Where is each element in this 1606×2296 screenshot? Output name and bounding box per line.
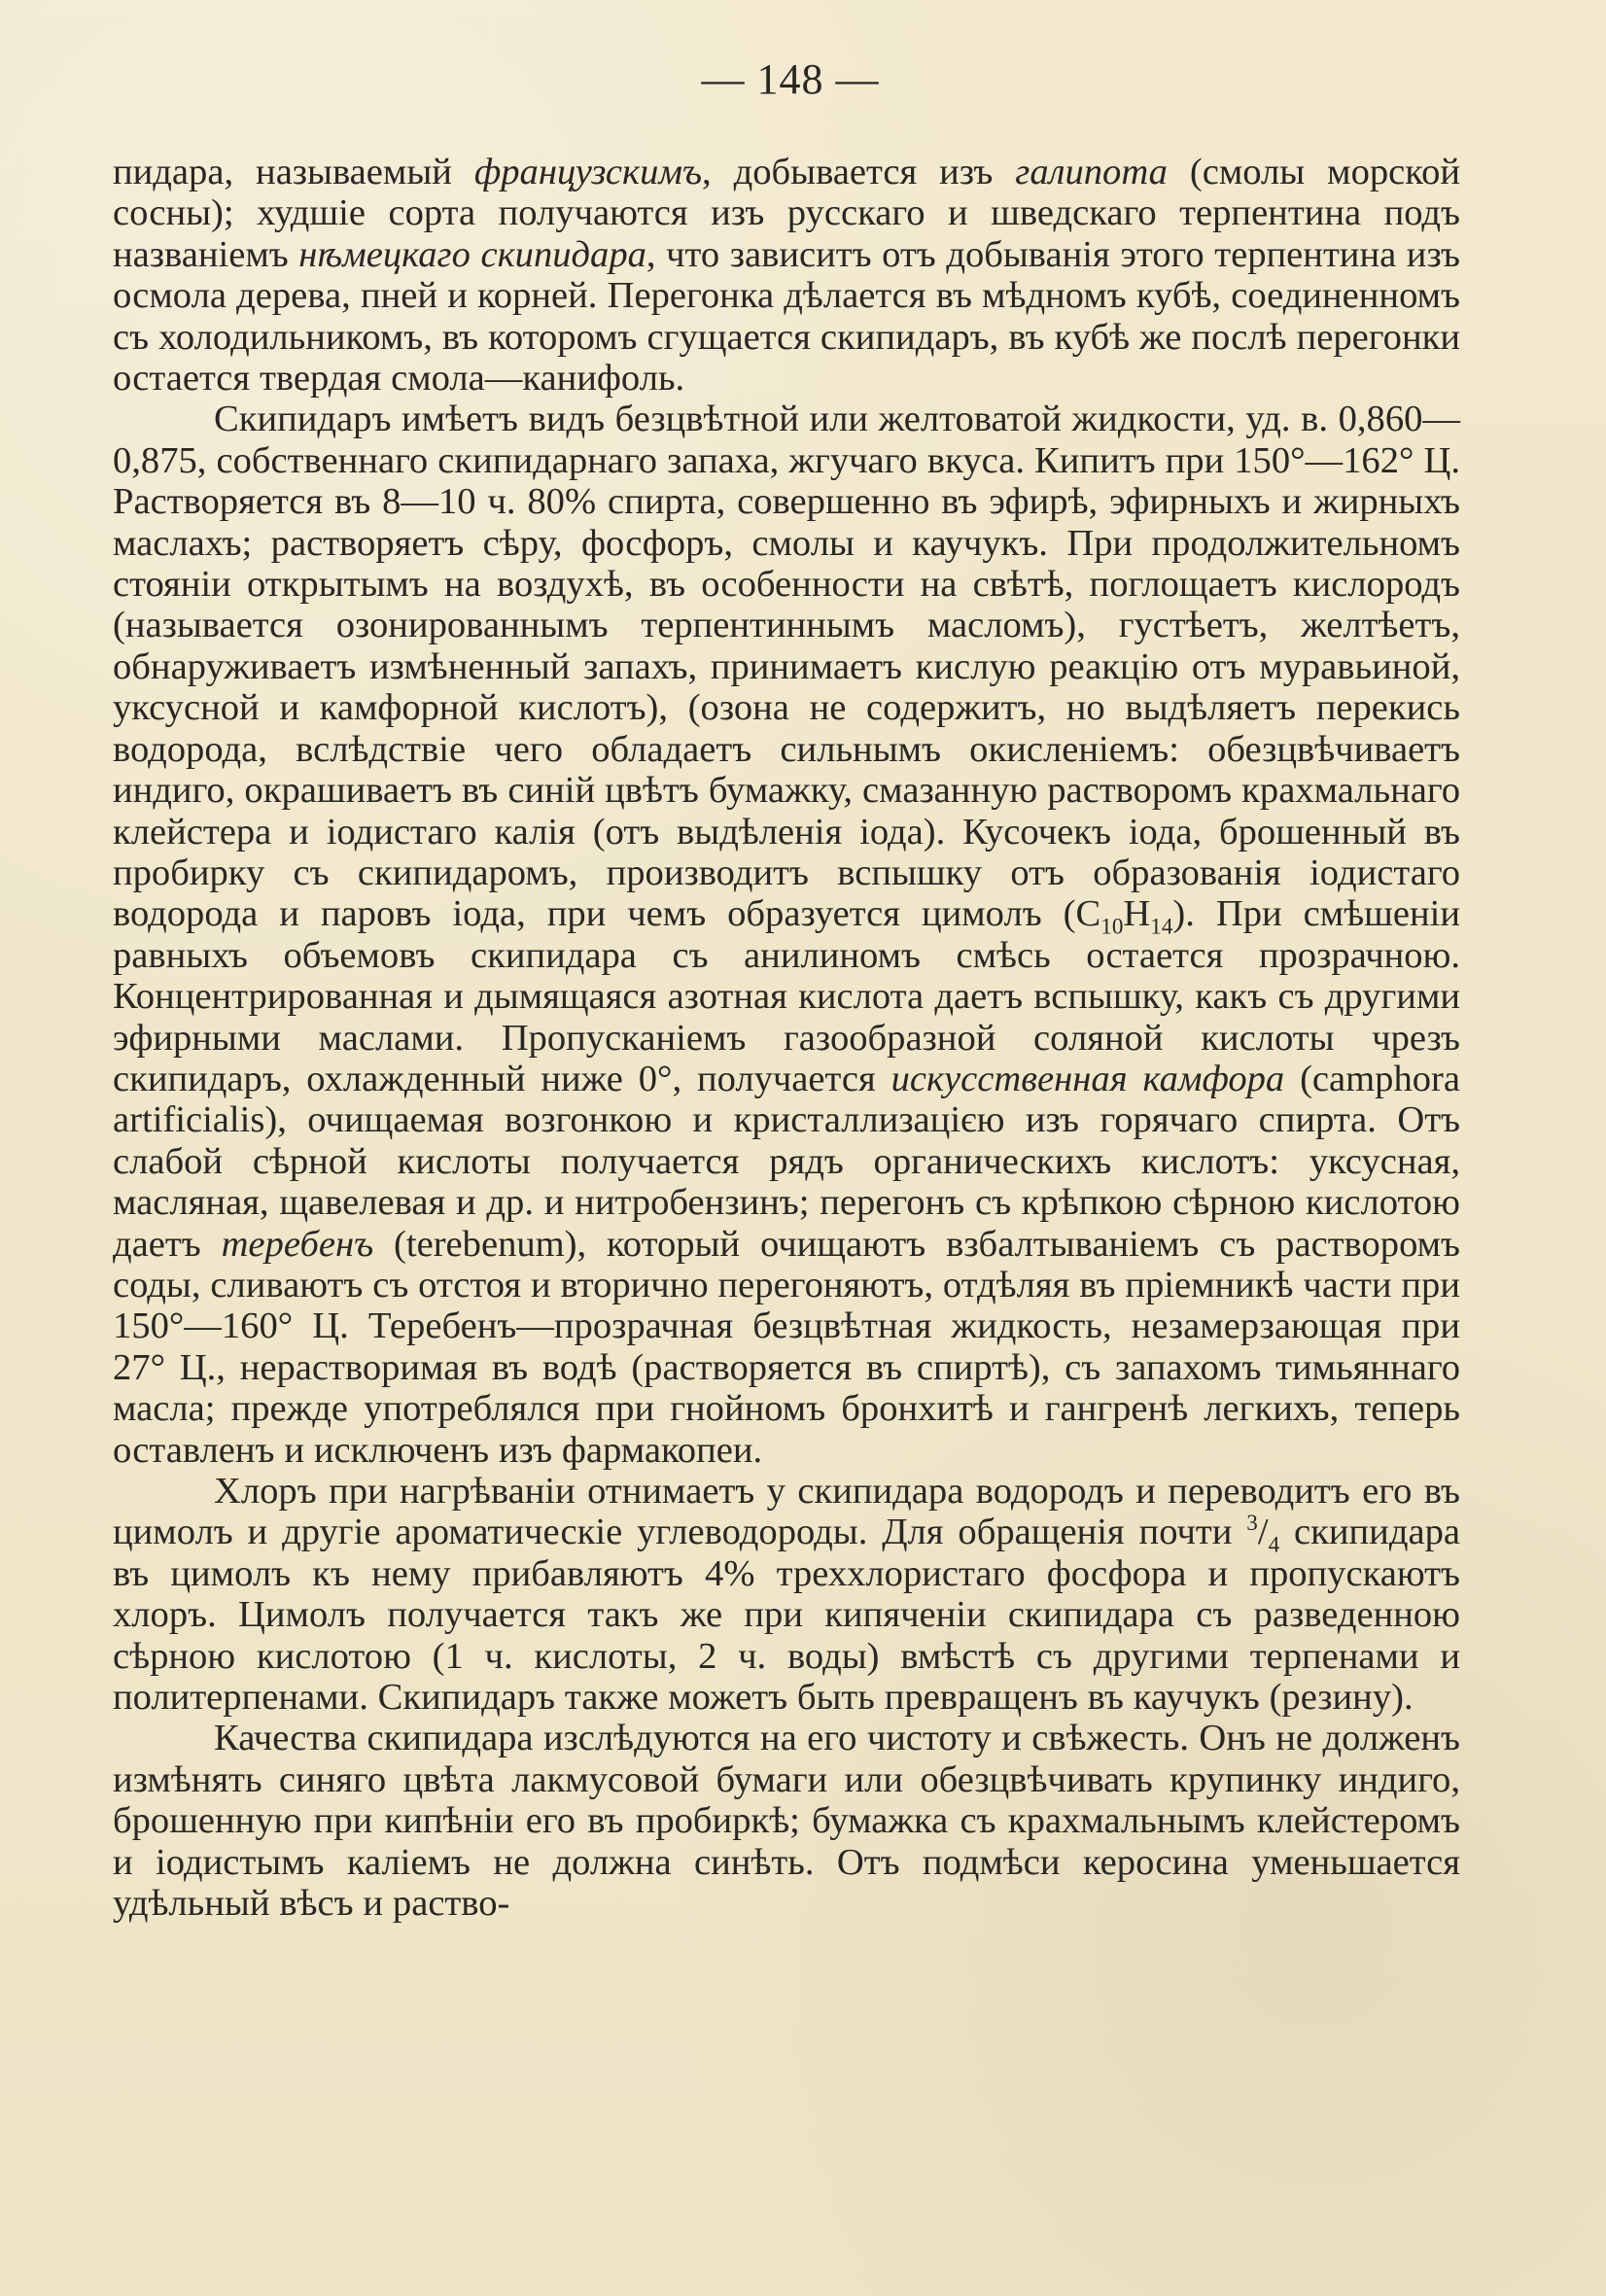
- paragraph-2: [113, 399, 1460, 1471]
- italic-segment: искусственная камфора: [890, 1058, 1285, 1099]
- text-segment: (terebenum), который очищаютъ взбалтываніемъ съ растворомъ соды, сливаютъ съ отстоя и вторично перегоняютъ, отдѣляя въ пріемникѣ части при 150°—160° Ц. Теребенъ—прозрачная безцвѣтная жидкость, незамерзающая при 27° Ц., нерастворимая въ водѣ (растворяется въ спиртѣ), съ запахомъ тимьяннаго масла; прежде употреблялся при гнойномъ бронхитѣ и гангренѣ легкихъ, теперь оставленъ и исключенъ изъ фармакопеи.: [113, 1223, 1461, 1471]
- text-segment: , добывается изъ: [702, 152, 1016, 192]
- italic-segment: нѣмецкаго скипидара: [298, 233, 646, 275]
- text-segment: скипидара въ цимолъ къ нему прибавляютъ 4% треххлористаго фосфора и пропускаютъ хлоръ. Цимолъ получается такъ же при кипяченіи скипидара съ разведенною сѣрною кислотою (1 ч. кислоты, 2 ч. воды) вмѣстѣ съ другими терпенами и политерпенами. Скипидаръ также можетъ быть превращенъ въ каучукъ (резину).: [113, 1512, 1460, 1719]
- text-segment: , что зависитъ отъ добыванія этого терпентина изъ осмола дерева, пней и корней. Перегонка дѣлается въ мѣдномъ кубѣ, соединенномъ съ холодильникомъ, въ которомъ сгущается скипидаръ, въ кубѣ же послѣ перегонки остается твердая смола—канифоль.: [113, 233, 1460, 400]
- italic-segment: теребенъ: [221, 1223, 374, 1265]
- paragraph-3: [113, 1471, 1460, 1718]
- superscript-segment: 3: [1246, 1511, 1258, 1537]
- text-segment: Качества скипидара изслѣдуются на его чистоту и свѣжесть. Онъ не долженъ измѣнять синяго цвѣта лакмусовой бумаги или обезцвѣчивать крупинку индиго, брошенную при кипѣніи его въ пробиркѣ; бумажка съ крахмальнымъ клейстеромъ и іодистымъ каліемъ не должна синѣть. Отъ подмѣси керосина уменьшается удѣльный вѣсъ и раство-: [113, 1718, 1460, 1925]
- paragraph-1: [113, 152, 1460, 399]
- page-number: — 148 —: [701, 55, 880, 103]
- text-segment: (camphora artificialis), очищаемая возгонкою и кристаллизацією изъ горячаго спирта. Отъ слабой сѣрной кислоты получается рядъ органическихъ кислотъ: уксусная, масляная, щавелевая и др. и нитробензинъ; перегонъ съ крѣпкою сѣрною кислотою даетъ: [113, 1058, 1461, 1265]
- subscript-segment: 10: [1100, 915, 1124, 941]
- subscript-segment: 4: [1268, 1533, 1280, 1559]
- page-body: [113, 152, 1460, 1924]
- subscript-segment: 14: [1150, 915, 1173, 941]
- text-segment: пидара, называемый: [113, 152, 474, 192]
- paragraph-4: [113, 1718, 1460, 1924]
- text-segment: Хлоръ при нагрѣваніи отнимаетъ у скипидара водородъ и переводитъ его въ цимолъ и другіе ароматическіе углеводороды. Для обращенія почти: [113, 1471, 1460, 1553]
- text-segment: Скипидаръ имѣетъ видъ безцвѣтной или желтоватой жидкости, уд. в. 0,860—0,875, собственнаго скипидарнаго запаха, жгучаго вкуса. Кипитъ при 150°—162° Ц. Растворяется въ 8—10 ч. 80% спирта, совершенно въ эфирѣ, эфирныхъ и жирныхъ маслахъ; растворяетъ сѣру, фосфоръ, смолы и каучукъ. При продолжительномъ стояніи открытымъ на воздухѣ, въ особенности на свѣтѣ, поглощаетъ кислородъ (называется озонированнымъ терпентиннымъ масломъ), густѣетъ, желтѣетъ, обнаруживаетъ измѣненный запахъ, принимаетъ кислую реакцію отъ муравьиной, уксусной и камфорной кислотъ), (озона не содержитъ, но выдѣляетъ перекись водорода, вслѣдствіе чего обладаетъ сильнымъ окисленіемъ: обезцвѣчиваетъ индиго, окрашиваетъ въ синій цвѣтъ бумажку, смазанную растворомъ крахмальнаго клейстера и іодистаго калія (отъ выдѣленія іода). Кусочекъ іода, брошенный въ пробирку съ скипидаромъ, производитъ вспышку отъ образованія іодистаго водорода и паровъ іода, при чемъ образуется цимолъ (C: [113, 399, 1460, 935]
- italic-segment: французскимъ: [473, 152, 703, 192]
- text-segment: H: [1123, 893, 1151, 935]
- text-segment: ). При смѣшеніи равныхъ объемовъ скипидара съ анилиномъ смѣсь остается прозрачною. Концентрированная и дымящаяся азотная кислота даетъ вспышку, какъ съ другими эфирными маслами. Пропусканіемъ газообразной соляной кислоты чрезъ скипидаръ, охлажденный ниже 0°, получается: [113, 893, 1461, 1099]
- text-segment: /: [1257, 1512, 1269, 1553]
- text-segment: (смолы морской сосны); худшіе сорта получаются изъ русскаго и шведскаго терпентина подъ названіемъ: [113, 152, 1461, 275]
- italic-segment: галипота: [1015, 152, 1168, 192]
